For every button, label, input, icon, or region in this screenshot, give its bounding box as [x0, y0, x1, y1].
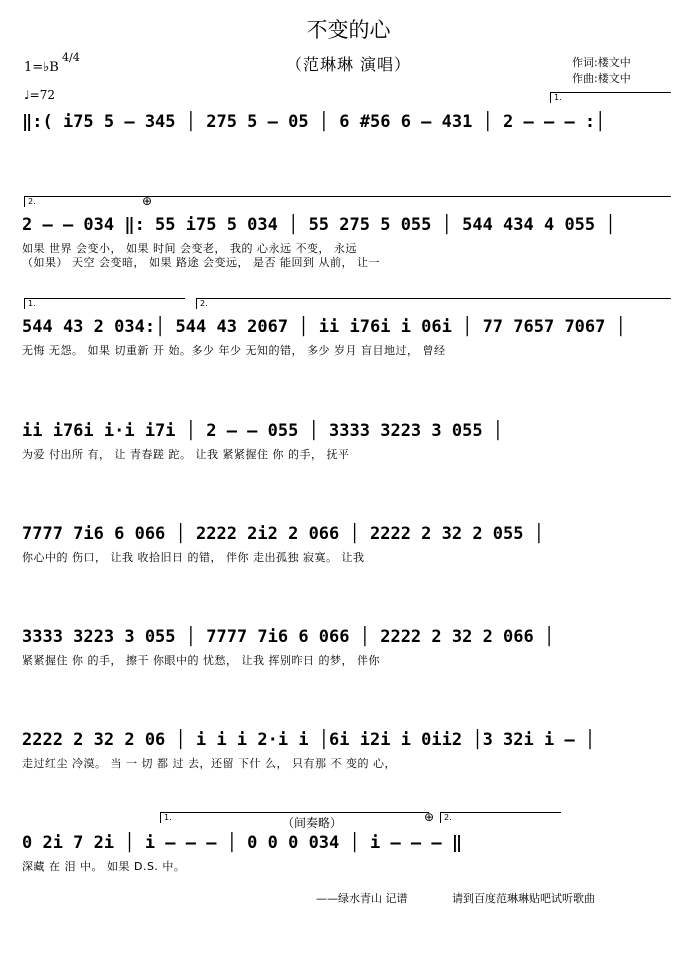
volta-1-bracket-c: 1. — [160, 812, 429, 823]
notation-row: 544 43 2 034:│ 544 43 2067 │ ii i76i i 06i │ 77 7657 7067 │ — [22, 317, 626, 337]
volta-2-bracket-b: 2. — [196, 298, 671, 309]
lyric-verse-1: 如果 世界 会变小， 如果 时间 会变老， 我的 心永远 不变， 永远 — [22, 242, 357, 255]
lyric-verse-1: 为爱 付出所 有， 让 青春蹉 跎。 让我 紧紧握住 你 的手， 抚平 — [22, 448, 350, 461]
tempo-marking: ♩=72 — [24, 88, 55, 102]
interlude-label: （间奏略） — [282, 816, 343, 830]
score-line-3 — [22, 312, 672, 372]
score-line-2 — [22, 210, 672, 270]
lyric-verse-1: 走过红尘 冷漠。 当 一 切 都 过 去，还留 下什 么， 只有那 不 变的 心， — [22, 757, 396, 770]
lyricist-credit: 作词:楼文中 — [572, 56, 631, 69]
composer-credit: 作曲:楼文中 — [572, 72, 631, 85]
notation-row: ‖:( i75 5 – 345 │ 275 5 – 05 │ 6 #56 6 – 431 │ 2 – – – :│ — [22, 112, 606, 132]
lyric-verse-1: 深藏 在 泪 中。 如果 D.S. 中。 — [22, 860, 186, 873]
volta-1-bracket-a: 1. — [550, 92, 671, 103]
segno-icon: ⊕ — [142, 194, 153, 208]
notation-row: 0 2i 7 2i │ i – – – │ 0 0 0 034 │ i – – – ‖ — [22, 833, 463, 853]
score-line-4 — [22, 416, 672, 476]
key-signature: 1=♭B — [24, 60, 59, 75]
lyric-verse-1: 你心中的 伤口， 让我 收拾旧日 的错， 伴你 走出孤独 寂寞。 让我 — [22, 551, 365, 564]
notation-row: ii i76i i·i i7i │ 2 – – 055 │ 3333 3223 3 055 │ — [22, 421, 504, 441]
score-line-8 — [22, 828, 672, 888]
volta-2-bracket-a: 2. — [24, 196, 671, 207]
volta-1-bracket-b: 1. — [24, 298, 185, 309]
segno-icon: ⊕ — [424, 810, 435, 824]
score-line-7 — [22, 725, 672, 785]
notation-row: 2222 2 32 2 06 │ i i i 2·i i │6i i2i i 0ii2 │3 32i i – │ — [22, 730, 596, 750]
listen-note: 请到百度范琳琳贴吧试听歌曲 — [452, 892, 595, 905]
volta-2-bracket-c: 2. — [440, 812, 561, 823]
lyric-verse-1: 无悔 无怨。 如果 切重新 开 始。多少 年少 无知的错， 多少 岁月 盲目地过， 曾经 — [22, 344, 446, 357]
notation-row: 3333 3223 3 055 │ 7777 7i6 6 066 │ 2222 2 32 2 066 │ — [22, 627, 555, 647]
notation-row: 2 – – 034 ‖: 55 i75 5 034 │ 55 275 5 055 │ 544 434 4 055 │ — [22, 215, 616, 235]
notation-row: 7777 7i6 6 066 │ 2222 2i2 2 066 │ 2222 2 32 2 055 │ — [22, 524, 544, 544]
song-title: 不变的心 — [306, 18, 391, 42]
lyric-verse-1: 紧紧握住 你 的手， 擦干 你眼中的 忧愁， 让我 挥别昨日 的梦， 伴你 — [22, 654, 380, 667]
score-line-6 — [22, 622, 672, 682]
score-line-5 — [22, 519, 672, 579]
lyric-verse-2: （如果） 天空 会变暗， 如果 路途 会变远， 是否 能回到 从前， 让一 — [22, 256, 380, 269]
performer-line: （范琳琳 演唱） — [285, 55, 412, 74]
transcriber-credit: ——绿水青山 记谱 — [316, 892, 408, 905]
time-signature: 4/4 — [62, 51, 80, 64]
score-line-1 — [22, 107, 672, 167]
